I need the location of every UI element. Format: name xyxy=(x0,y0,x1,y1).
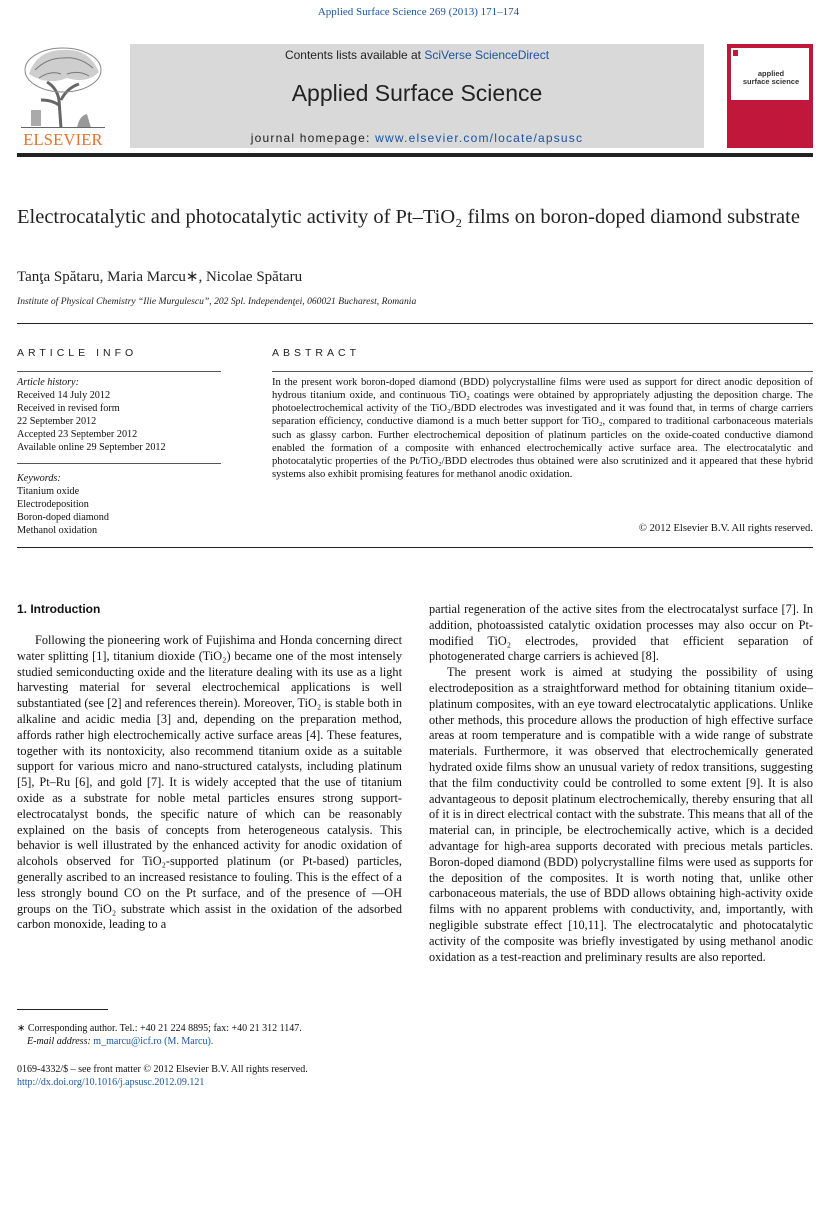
cover-title-line1: applied xyxy=(757,69,785,78)
elsevier-tree-icon xyxy=(17,44,109,128)
history-item: Received in revised form xyxy=(17,403,120,414)
homepage-prefix: journal homepage: xyxy=(250,131,376,145)
body-column-right xyxy=(429,602,813,965)
article-info-divider xyxy=(17,371,221,372)
keywords-label: Keywords: xyxy=(17,473,61,484)
keyword-item: Electrodeposition xyxy=(17,499,89,510)
footnote-divider xyxy=(17,1009,108,1010)
affiliation: Institute of Physical Chemistry “Ilie Murgulescu”, 202 Spl. Independenţei, 060021 Bucharest, Romania xyxy=(17,296,417,307)
cover-title-line2: surface science xyxy=(742,77,800,86)
front-matter xyxy=(17,1063,407,1089)
keywords-block xyxy=(17,472,109,537)
header-divider xyxy=(17,153,813,157)
body-column-left xyxy=(17,633,402,933)
homepage-link[interactable]: www.elsevier.com/locate/apsusc xyxy=(375,131,584,145)
body-paragraph: partial regeneration of the active sites from the electrocatalyst surface [7]. In addition, photoassisted catalytic oxidation processes may also occur on Pt-modified TiO₂ electrodes, provided that efficient separation of photogenerated charge carriers is achieved [8]. xyxy=(429,602,813,664)
keyword-item: Titanium oxide xyxy=(17,486,80,497)
history-label: Article history: xyxy=(17,377,79,388)
issn-line: 0169-4332/$ – see front matter © 2012 Elsevier B.V. All rights reserved. xyxy=(17,1064,308,1075)
history-item: Received 14 July 2012 xyxy=(17,390,111,401)
section-heading-introduction: 1. Introduction xyxy=(17,602,101,616)
body-paragraph: Following the pioneering work of Fujishima and Honda concerning direct water splitting [1], titanium dioxide (TiO₂) became one of the most intensely studied semiconducting oxide and the literature dealing with its use as a light harvesting material for several electrochemical applications is well substantiated (see [2] and references therein). Moreover, TiO₂ is stable both in alkaline and acidic media [3] and, depending on the preparation method, affords rather high electrochemically active surface areas [4]. These features, together with its nontoxicity, also recommend titanium oxide as a suitable support for various micro and nano-structured catalysts, including platinum [5], Pt–Ru [6], and gold [7]. It is widely accepted that the use of titanium oxide as a substrate for noble metal particles ensures strong support-electrocatalyst bonds, the specific nature of which can be reasonably explained on the basis of concepts from heterogeneous catalysis. This behavior is well illustrated by the enhanced activity for anodic oxidation of alcohols observed for TiO₂-supported platinum (or Pt-based) particles, generally ascribed to an increased resistance to fouling. This is the effect of a less strongly bound CO on the Pt surface, and of the presence of —OH groups on the TiO₂ substrate which assist in the oxidation of the adsorbed carbon monoxide, leading to a xyxy=(17,633,402,932)
history-item: 22 September 2012 xyxy=(17,416,97,427)
doi-link[interactable]: http://dx.doi.org/10.1016/j.apsusc.2012.09.121 xyxy=(17,1077,205,1088)
keyword-item: Boron-doped diamond xyxy=(17,512,109,523)
article-history xyxy=(17,376,166,454)
email-line xyxy=(17,1035,407,1048)
elsevier-wordmark: ELSEVIER xyxy=(23,130,103,149)
body-paragraph: The present work is aimed at studying the possibility of using electrodeposition as a straightforward method for obtaining titanium oxide–platinum composites, with an eye toward electrocatalytic applications. Unlike other methods, this procedure allows the production of high effective surface areas at room temperature and is compatible with a wide range of substrate materials. Furthermore, it was observed that electrochemically generated hydrated oxide films show an unusual variety of redox transitions, suggesting that the film conductivity could be controlled to some extent [9]. It is also advantageous to deposit platinum electrochemically, thereby ensuring that all of it is in direct electrical contact with the substrate. This means that all of the material can, in principle, be electrochemically active, which is a decided advantage for high-area supports decorated with precious metals particles. Boron-doped diamond (BDD) polycrystalline films were used as supports for the deposition of the composites. It is worth noting that, unlike other carbonaceous materials, the use of BDD allows obtaining high-activity oxide films with no apparent problems with conductivity, and, importantly, with negligible substrate effect [10,11]. The electrocatalytic and photocatalytic activity of the composite was briefly investigated by using methanol anodic oxidation as a test-reaction and preliminary results are also reported. xyxy=(429,665,813,964)
corresponding-author-note: ∗ Corresponding author. Tel.: +40 21 224 8895; fax: +40 21 312 1147. xyxy=(17,1023,302,1034)
contents-line xyxy=(130,48,704,62)
article-title: Electrocatalytic and photocatalytic activity of Pt–TiO₂ films on boron-doped diamond substrate xyxy=(17,206,800,228)
email-link[interactable]: m_marcu@icf.ro (M. Marcu). xyxy=(90,1036,214,1047)
copyright-notice: © 2012 Elsevier B.V. All rights reserved. xyxy=(638,523,813,534)
history-item: Accepted 23 September 2012 xyxy=(17,429,138,440)
abstract-divider xyxy=(272,371,813,372)
sciencedirect-link[interactable]: SciVerse ScienceDirect xyxy=(424,48,550,62)
journal-banner xyxy=(130,44,704,148)
footnote xyxy=(17,1022,407,1048)
homepage-line xyxy=(130,131,704,145)
keyword-item: Methanol oxidation xyxy=(17,525,98,536)
journal-title: Applied Surface Science xyxy=(291,80,543,106)
author-list[interactable]: Tanţa Spătaru, Maria Marcu∗, Nicolae Spătaru xyxy=(17,269,303,285)
abstract-text: In the present work boron-doped diamond (BDD) polycrystalline films were used as support for direct anodic deposition of hydrous titanium oxide, and continuous TiO₂ coatings were obtained by appropriately adjusting the deposition charge. The photoelectrochemical activity of the TiO₂/BDD electrodes was investigated and it was found that, in terms of charge carriers separation efficiency, conductive diamond is a much better support for TiO₂, compared to traditional carbonaceous materials such as glassy carbon. Further electrochemical deposition of platinum particles on the oxide-coated conductive diamond enabled the formation of a composite with enhanced electrochemically active surface area. The electrocatalytic and photocatalytic properties of the Pt/TiO₂/BDD electrodes thus obtained were also scrutinized and it appeared that these hybrid systems also exhibit promising features for methanol anodic oxidation. xyxy=(272,377,813,481)
abstract-bottom-divider xyxy=(17,547,813,548)
contents-prefix: Contents lists available at xyxy=(284,48,425,62)
journal-cover-thumbnail[interactable] xyxy=(727,44,813,148)
history-item: Available online 29 September 2012 xyxy=(17,442,166,453)
keywords-divider xyxy=(17,463,221,464)
journal-reference-link[interactable]: Applied Surface Science 269 (2013) 171–174 xyxy=(317,6,520,18)
article-info-heading: ARTICLE INFO xyxy=(17,347,138,359)
title-divider xyxy=(17,323,813,324)
cover-logo-mark xyxy=(733,50,738,56)
abstract-heading: ABSTRACT xyxy=(272,347,361,359)
elsevier-logo xyxy=(17,44,109,147)
email-label: E-mail address: xyxy=(27,1036,91,1047)
